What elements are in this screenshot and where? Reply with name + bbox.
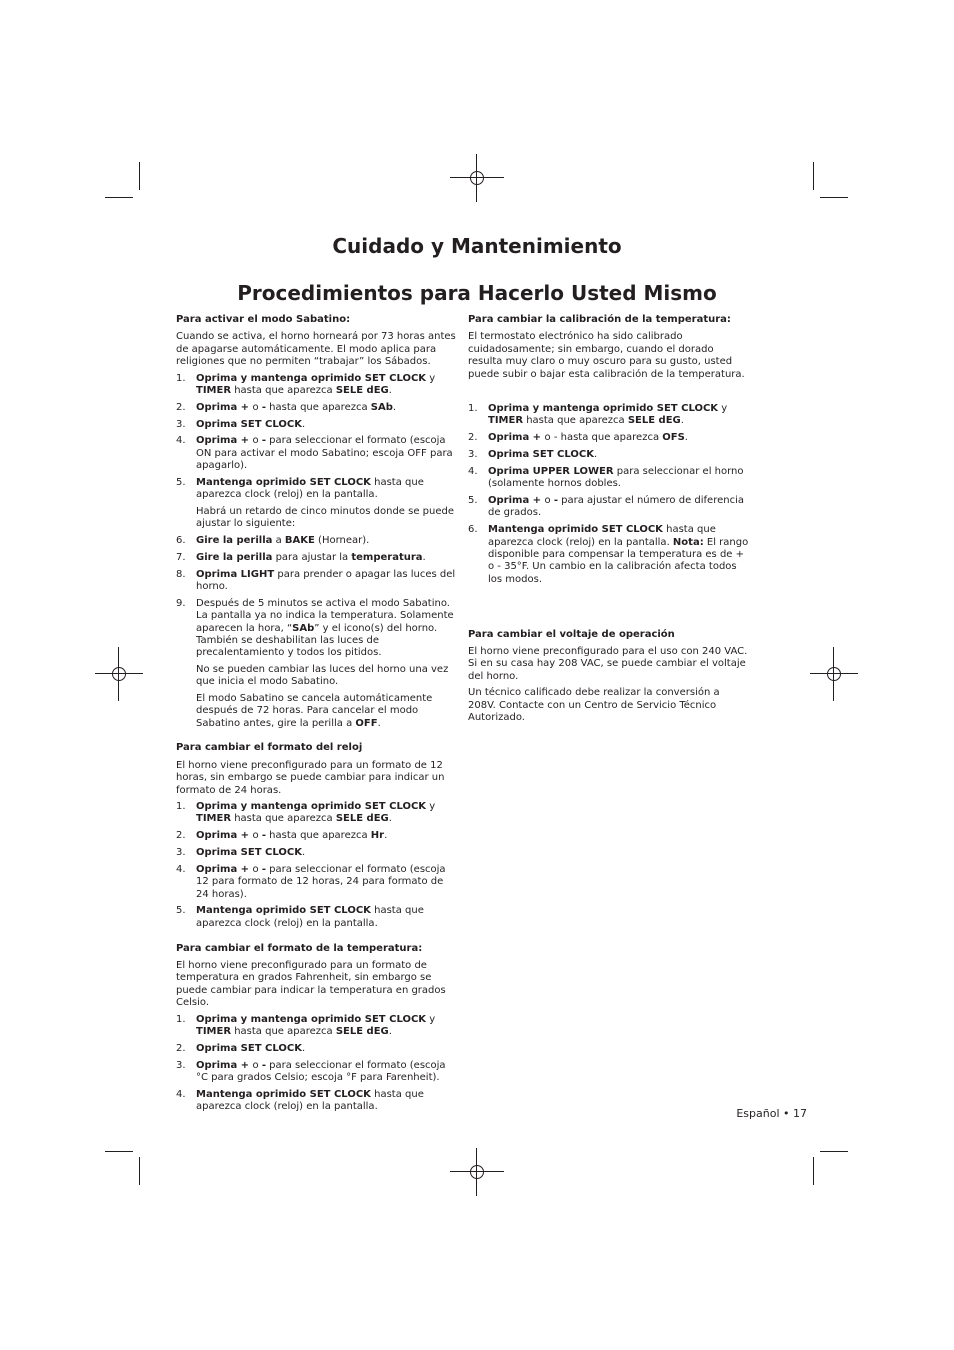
step-item: 5. Mantenga oprimido SET CLOCK hasta que aparezca clock (reloj) en la pantalla. Habrá un retardo de cinco minutos donde se puede ajustar lo siguiente: bbox=[176, 477, 455, 530]
crop-mark bbox=[820, 197, 848, 198]
step-item: 1. Oprima y mantenga oprimido SET CLOCK y TIMER hasta que aparezca SELE dEG. bbox=[468, 403, 728, 427]
section-intro: El horno viene preconfigurado para un formato de 12 horas, sin embargo se puede cambiar para indicar un formato de 24 horas. bbox=[176, 759, 445, 796]
step-item: 9. Después de 5 minutos se activa el modo Sabatino. La pantalla ya no indica la temperatura. Solamente aparecen la hora, “SAb” y el icono(s) del horno. También se deshabilitan las luces de precalentamiento y todos los pitidos. No se pueden cambiar las luces del horno una vez que inicia el modo Sabatino. El modo Sabatino se cancela automáticamente después de 72 horas. Para cancelar el modo Sabatino antes, gire la perilla a OFF. bbox=[176, 597, 454, 729]
section-heading: Para cambiar la calibración de la temperatura: bbox=[468, 314, 731, 325]
section-heading: Para cambiar el formato de la temperatura: bbox=[176, 942, 423, 954]
step-item: 3. Oprima SET CLOCK. bbox=[176, 418, 306, 430]
step-item: 1. Oprima y mantenga oprimido SET CLOCK y TIMER hasta que aparezca SELE dEG. bbox=[176, 372, 436, 397]
section-intro: Cuando se activa, el horno horneará por 73 horas antes de apagarse automáticamente. El modo aplica para religiones que no permiten “trabajar” los Sábados. bbox=[176, 331, 456, 368]
crop-mark bbox=[820, 1151, 848, 1152]
step-item: 2. Oprima + o - hasta que aparezca OFS. bbox=[468, 432, 688, 444]
registration-mark-right bbox=[820, 647, 848, 701]
paragraph: El horno viene preconfigurado para el uso con 240 VAC. Si en su casa hay 208 VAC, se puede cambiar el voltaje del horno. bbox=[468, 646, 748, 682]
registration-mark-top bbox=[450, 164, 504, 192]
section-intro: El horno viene preconfigurado para un formato de temperatura en grados Fahrenheit, sin embargo se puede cambiar para indicar la temperatura en grados Celsio. bbox=[176, 959, 446, 1009]
crop-mark bbox=[813, 1157, 814, 1185]
step-item: 4. Oprima UPPER LOWER para seleccionar el horno (solamente hornos dobles. bbox=[468, 465, 744, 490]
sabbath-steps bbox=[176, 373, 458, 730]
step-item: 6. Mantenga oprimido SET CLOCK hasta que aparezca clock (reloj) en la pantalla. Nota: El rango disponible para compensar la temperatura es de + o - 35°F. Un cambio en la calibración afecta todos los modos. bbox=[468, 524, 749, 585]
step-item: 2. Oprima SET CLOCK. bbox=[176, 1042, 306, 1054]
crop-mark bbox=[813, 162, 814, 190]
step-item: 1. Oprima y mantenga oprimido SET CLOCK y TIMER hasta que aparezca SELE dEG. bbox=[176, 1013, 436, 1037]
step-item: 3. Oprima SET CLOCK. bbox=[468, 449, 598, 461]
section-heading: Para activar el modo Sabatino: bbox=[176, 314, 351, 325]
step-item: 3. Oprima SET CLOCK. bbox=[176, 846, 306, 858]
step-item: 4. Mantenga oprimido SET CLOCK hasta que aparezca clock (reloj) en la pantalla. bbox=[176, 1088, 424, 1113]
crop-mark bbox=[139, 162, 140, 190]
section-heading: Para cambiar el formato del reloj bbox=[176, 742, 363, 754]
step-item: 5. Mantenga oprimido SET CLOCK hasta que aparezca clock (reloj) en la pantalla. bbox=[176, 905, 424, 929]
step-item: 2. Oprima + o - hasta que aparezca Hr. bbox=[176, 830, 388, 842]
crop-mark bbox=[105, 1151, 133, 1152]
step-item: 5. Oprima + o - para ajustar el número de diferencia de grados. bbox=[468, 495, 744, 519]
paragraph: Un técnico calificado debe realizar la conversión a 208V. Contacte con un Centro de Servicio Técnico Autorizado. bbox=[468, 687, 720, 724]
registration-mark-left bbox=[105, 647, 133, 701]
step-item: 3. Oprima + o - para seleccionar el formato (escoja °C para grados Celsio; escoja °F para Farenheit). bbox=[176, 1059, 446, 1083]
step-item: 1. Oprima y mantenga oprimido SET CLOCK y TIMER hasta que aparezca SELE dEG. bbox=[176, 800, 436, 825]
section-heading: Para cambiar el voltaje de operación bbox=[468, 628, 675, 640]
clock-steps bbox=[176, 801, 458, 930]
crop-mark bbox=[105, 197, 133, 198]
left-column bbox=[176, 314, 458, 1118]
registration-mark-bottom bbox=[450, 1158, 504, 1186]
step-item: 4. Oprima + o - para seleccionar el formato (escoja ON para activar el modo Sabatino; escoja OFF para apagarlo). bbox=[176, 435, 453, 472]
step-item: 6. Gire la perilla a BAKE (Hornear). bbox=[176, 535, 370, 547]
temp-format-steps bbox=[176, 1014, 458, 1114]
section-intro: El termostato electrónico ha sido calibrado cuidadosamente; sin embargo, cuando el dorado resulta muy claro o muy oscuro para su gusto, usted puede subir o bajar esta calibración de la temperatura. bbox=[468, 331, 745, 380]
crop-mark bbox=[139, 1157, 140, 1185]
page-title: Cuidado y Mantenimiento bbox=[332, 234, 622, 258]
step-item: 4. Oprima + o - para seleccionar el formato (escoja 12 para formato de 12 horas, 24 para formato de 24 horas). bbox=[176, 863, 446, 900]
calibration-steps bbox=[468, 403, 750, 586]
step-item: 8. Oprima LIGHT para prender o apagar las luces del horno. bbox=[176, 568, 456, 593]
page-footer: Español • 17 bbox=[736, 1107, 807, 1120]
page-subtitle: Procedimientos para Hacerlo Usted Mismo bbox=[237, 281, 717, 305]
step-item: 7. Gire la perilla para ajustar la temperatura. bbox=[176, 551, 426, 563]
step-item: 2. Oprima + o - hasta que aparezca SAb. bbox=[176, 401, 397, 413]
right-column bbox=[468, 314, 750, 729]
